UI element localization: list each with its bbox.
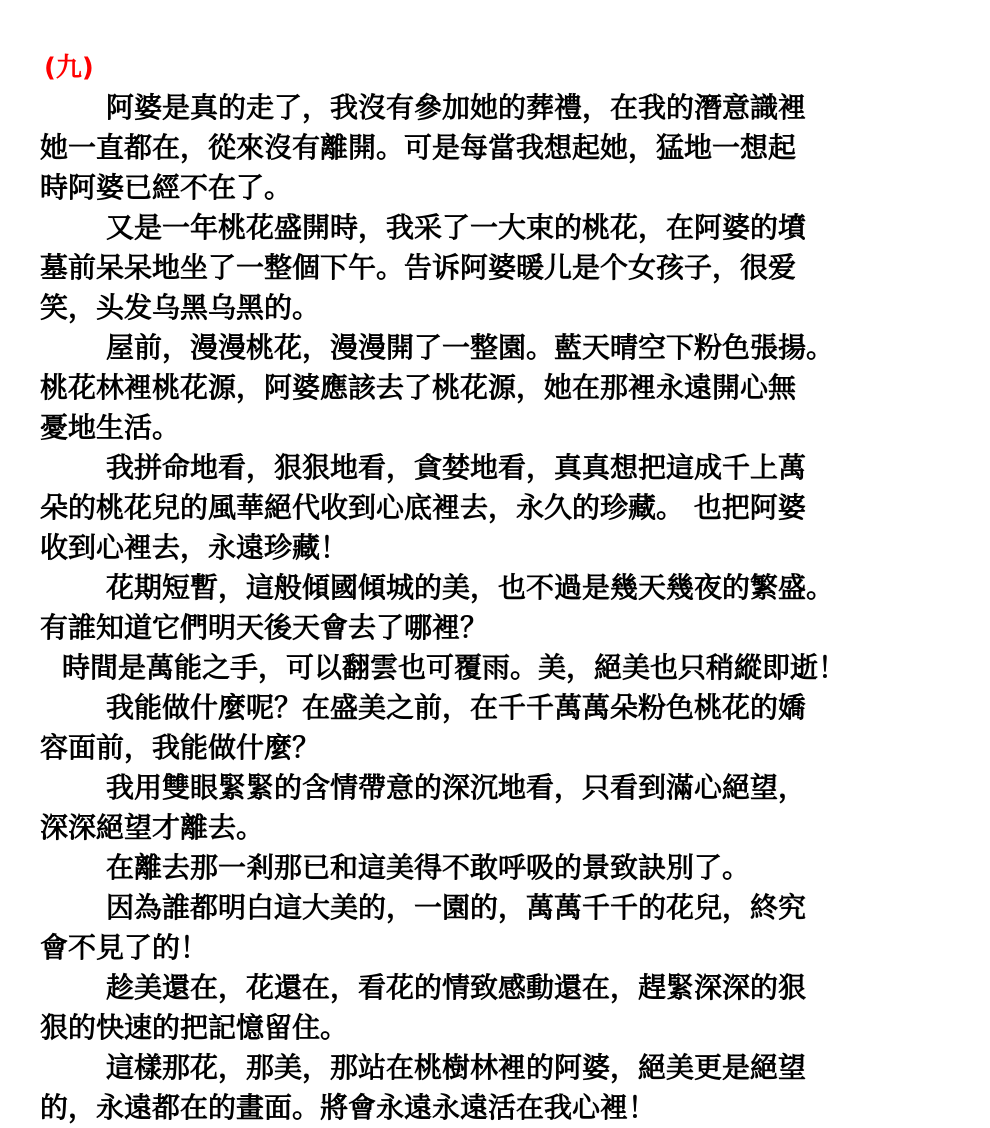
text-line: 這樣那花，那美，那站在桃樹林裡的阿婆，絕美更是絕望 [106, 1051, 807, 1084]
text-line: 我能做什麼呢？在盛美之前，在千千萬萬朵粉色桃花的嬌 [106, 691, 807, 724]
body-text [40, 88, 980, 1128]
text-line: 阿婆是真的走了，我沒有參加她的葬禮，在我的潛意識裡 [106, 91, 807, 124]
text-line: 朵的桃花兒的風華絕代收到心底裡去，永久的珍藏。 也把阿婆 [40, 491, 806, 524]
text-line: 笑，头发乌黑乌黑的。 [40, 291, 321, 324]
text-line: 我拼命地看，狠狠地看，貪婪地看，真真想把這成千上萬 [106, 451, 807, 484]
text-line: 屋前，漫漫桃花，漫漫開了一整園。藍天晴空下粉色張揚。 [106, 331, 835, 364]
text-line: 時阿婆已經不在了。 [40, 171, 293, 204]
text-line: 我用雙眼緊緊的含情帶意的深沉地看，只看到滿心絕望， [106, 771, 807, 804]
text-line: 憂地生活。 [40, 411, 181, 444]
text-line: 有誰知道它們明天後天會去了哪裡？ [40, 611, 489, 644]
text-line: 又是一年桃花盛開時，我采了一大束的桃花，在阿婆的墳 [106, 211, 807, 244]
text-line: 花期短暫，這般傾國傾城的美，也不過是幾天幾夜的繁盛。 [106, 571, 835, 604]
text-line: 墓前呆呆地坐了一整個下午。告诉阿婆暖儿是个女孩子，很爱 [40, 251, 797, 284]
text-line: 時間是萬能之手，可以翻雲也可覆雨。美，絕美也只稍縱即逝！ [62, 651, 847, 684]
text-line: 深深絕望才離去。 [40, 811, 265, 844]
text-line: 會不見了的！ [40, 931, 209, 964]
text-line: 桃花林裡桃花源，阿婆應該去了桃花源，她在那裡永遠開心無 [40, 371, 797, 404]
text-line: 收到心裡去，永遠珍藏！ [40, 531, 349, 564]
text-line: 的，永遠都在的畫面。將會永遠永遠活在我心裡！ [40, 1091, 657, 1124]
text-line: 狠的快速的把記憶留住。 [40, 1011, 349, 1044]
text-line: 趁美還在，花還在，看花的情致感動還在，趕緊深深的狠 [106, 971, 807, 1004]
text-line: 因為誰都明白這大美的，一園的，萬萬千千的花兒，終究 [106, 891, 807, 924]
text-line: 容面前，我能做什麼？ [40, 731, 321, 764]
text-line: 在離去那一剎那已和這美得不敢呼吸的景致訣別了。 [106, 851, 751, 884]
section-heading: (九) [44, 53, 94, 83]
text-line: 她一直都在，從來沒有離開。可是每當我想起她，猛地一想起 [40, 131, 797, 164]
